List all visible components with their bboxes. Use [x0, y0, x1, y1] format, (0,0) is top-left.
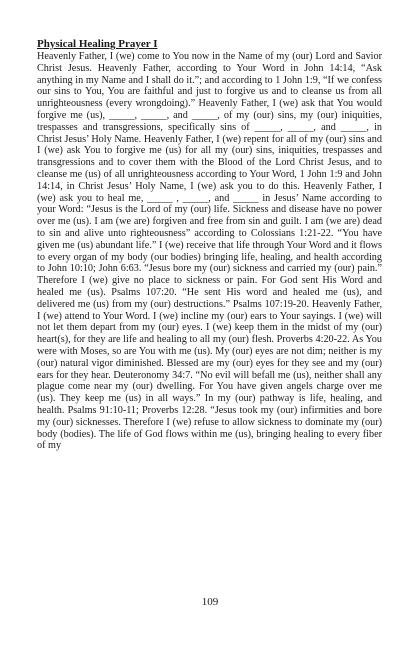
- prayer-title: Physical Healing Prayer I: [37, 38, 158, 50]
- page-content: [37, 38, 382, 452]
- prayer-body: Heavenly Father, I (we) come to You now in the Name of my (our) Lord and Savior Christ Jesus. Heavenly Father, according to Your Word in John 14:14, “Ask anything in my Name and I shall do it.”; and according to 1 John 1:9, “If we confess our sins to You, You are faithful and just to forgive us and to cleanse us from all unrighteousness (every wrongdoing).” Heavenly Father, I (we) ask that You would forgive me (us), _____, _____, and _____, of my (our) sins, my (our) iniquities, trespasses and transgressions, specifically sins of _____, _____, and _____, in Christ Jesus’ Holy Name. Heavenly Father, I (we) repent for all of my (our) sins and I (we) ask You to forgive me (us) for all my (our) sins, iniquities, trespasses and transgressions and to cover them with the Blood of the Lord Christ Jesus, and to cleanse me (us) of all unrighteousness according to Your Word, 1 John 1:9 and John 14:14, in Christ Jesus’ Holy Name, I (we) ask you to do this. Heavenly Father, I (we) ask you to heal me, _____ , _____, and _____ in Jesus’ Name according to your Word: “Jesus is the Lord of my (our) life. Sickness and disease have no power over me (us). I am (we are) forgiven and free from sin and guilt. I am (we are) dead to sin and alive unto righteousness” according to Colossians 1:21-22. “You have given me (us) abundant life.” I (we) receive that life through Your Word and it flows to every organ of my body (our bodies) bringing life, healing, and health according to John 10:10; John 6:63. “Jesus bore my (our) sickness and carried my (our) pain.” Therefore I (we) give no place to sickness or pain. For God sent His Word and healed me (us). Psalms 107:20. “He sent His word and healed me (us), and delivered me (us) from my (our) destructions.” Psalms 107:19-20. Heavenly Father, I (we) attend to Your Word. I (we) incline my (our) ears to Your sayings. I (we) will not let them depart from my (our) eyes. I (we) keep them in the midst of my (our) heart(s), for they are life and healing to all my (our) flesh. Proverbs 4:20-22. As You were with Moses, so are You with me (us). My (our) eyes are not dim; neither is my (our) natural vigor diminished. Blessed are my (our) eyes for they see and my (our) ears for they hear. Deuteronomy 34:7. “No evil will befall me (us), neither shall any plague come near my (our) dwelling. For You have given angels charge over me (us). They keep me (us) in all ways.” In my (our) pathway is life, healing, and health. Psalms 91:10-11; Proverbs 12:28. “Jesus took my (our) infirmities and bore my (our) sicknesses. Therefore I (we) refuse to allow sickness to dominate my (our) body (bodies). The life of God flows within me (us), bringing healing to every fiber of my: [37, 51, 382, 452]
- page-number: 109: [201, 596, 219, 608]
